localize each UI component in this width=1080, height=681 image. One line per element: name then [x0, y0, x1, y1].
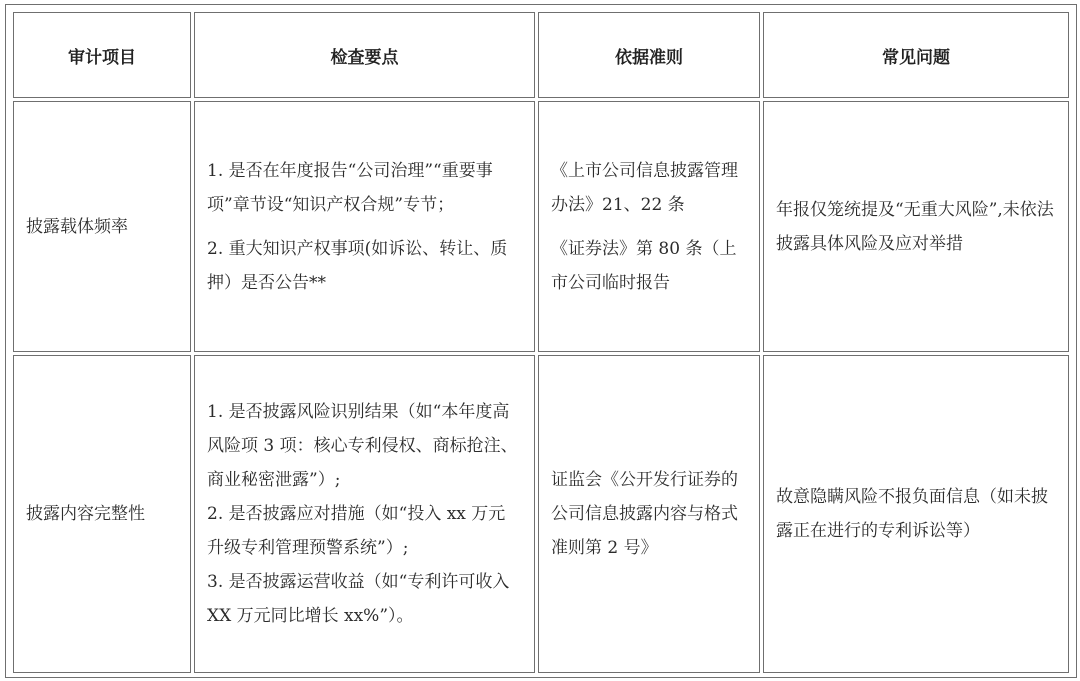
basis-entry: 《证券法》第 80 条（上市公司临时报告: [551, 238, 737, 293]
table-header-row: [13, 12, 1069, 98]
cell-audit-item: 披露内容完整性: [13, 355, 191, 673]
cell-common-issues: 故意隐瞒风险不报负面信息（如未披露正在进行的专利诉讼等）: [763, 355, 1069, 673]
basis-entry: 《上市公司信息披露管理办法》21、22 条: [551, 160, 738, 215]
header-check-points: 检查要点: [194, 12, 535, 98]
table-row: [13, 355, 1069, 673]
table-row: [13, 101, 1069, 352]
check-point: 1. 是否在年度报告“公司治理”“重要事项”章节设“知识产权合规”专节；: [207, 160, 493, 215]
header-basis: 依据准则: [538, 12, 760, 98]
check-point: 3. 是否披露运营收益（如“专利许可收入 XX 万元同比增长 xx%”）。: [207, 572, 510, 626]
cell-common-issues: 年报仅笼统提及“无重大风险”,未依法披露具体风险及应对举措: [763, 101, 1069, 352]
audit-table-frame: [5, 4, 1077, 678]
check-point: 2. 是否披露应对措施（如“投入 xx 万元升级专利管理预警系统”）;: [207, 504, 506, 558]
cell-basis: [538, 355, 760, 673]
check-point: 2. 重大知识产权事项(如诉讼、转让、质押）是否公告**: [207, 238, 508, 293]
audit-table: [10, 9, 1072, 676]
cell-audit-item: 披露载体频率: [13, 101, 191, 352]
header-audit-item: 审计项目: [13, 12, 191, 98]
cell-check-points: [194, 355, 535, 673]
cell-check-points: [194, 101, 535, 352]
basis-entry: 证监会《公开发行证券的公司信息披露内容与格式准则第 2 号》: [551, 470, 738, 558]
header-common-issues: 常见问题: [763, 12, 1069, 98]
check-point: 1. 是否披露风险识别结果（如“本年度高风险项 3 项：核心专利侵权、商标抢注、商业秘密泄露”）;: [207, 402, 518, 490]
cell-basis: [538, 101, 760, 352]
